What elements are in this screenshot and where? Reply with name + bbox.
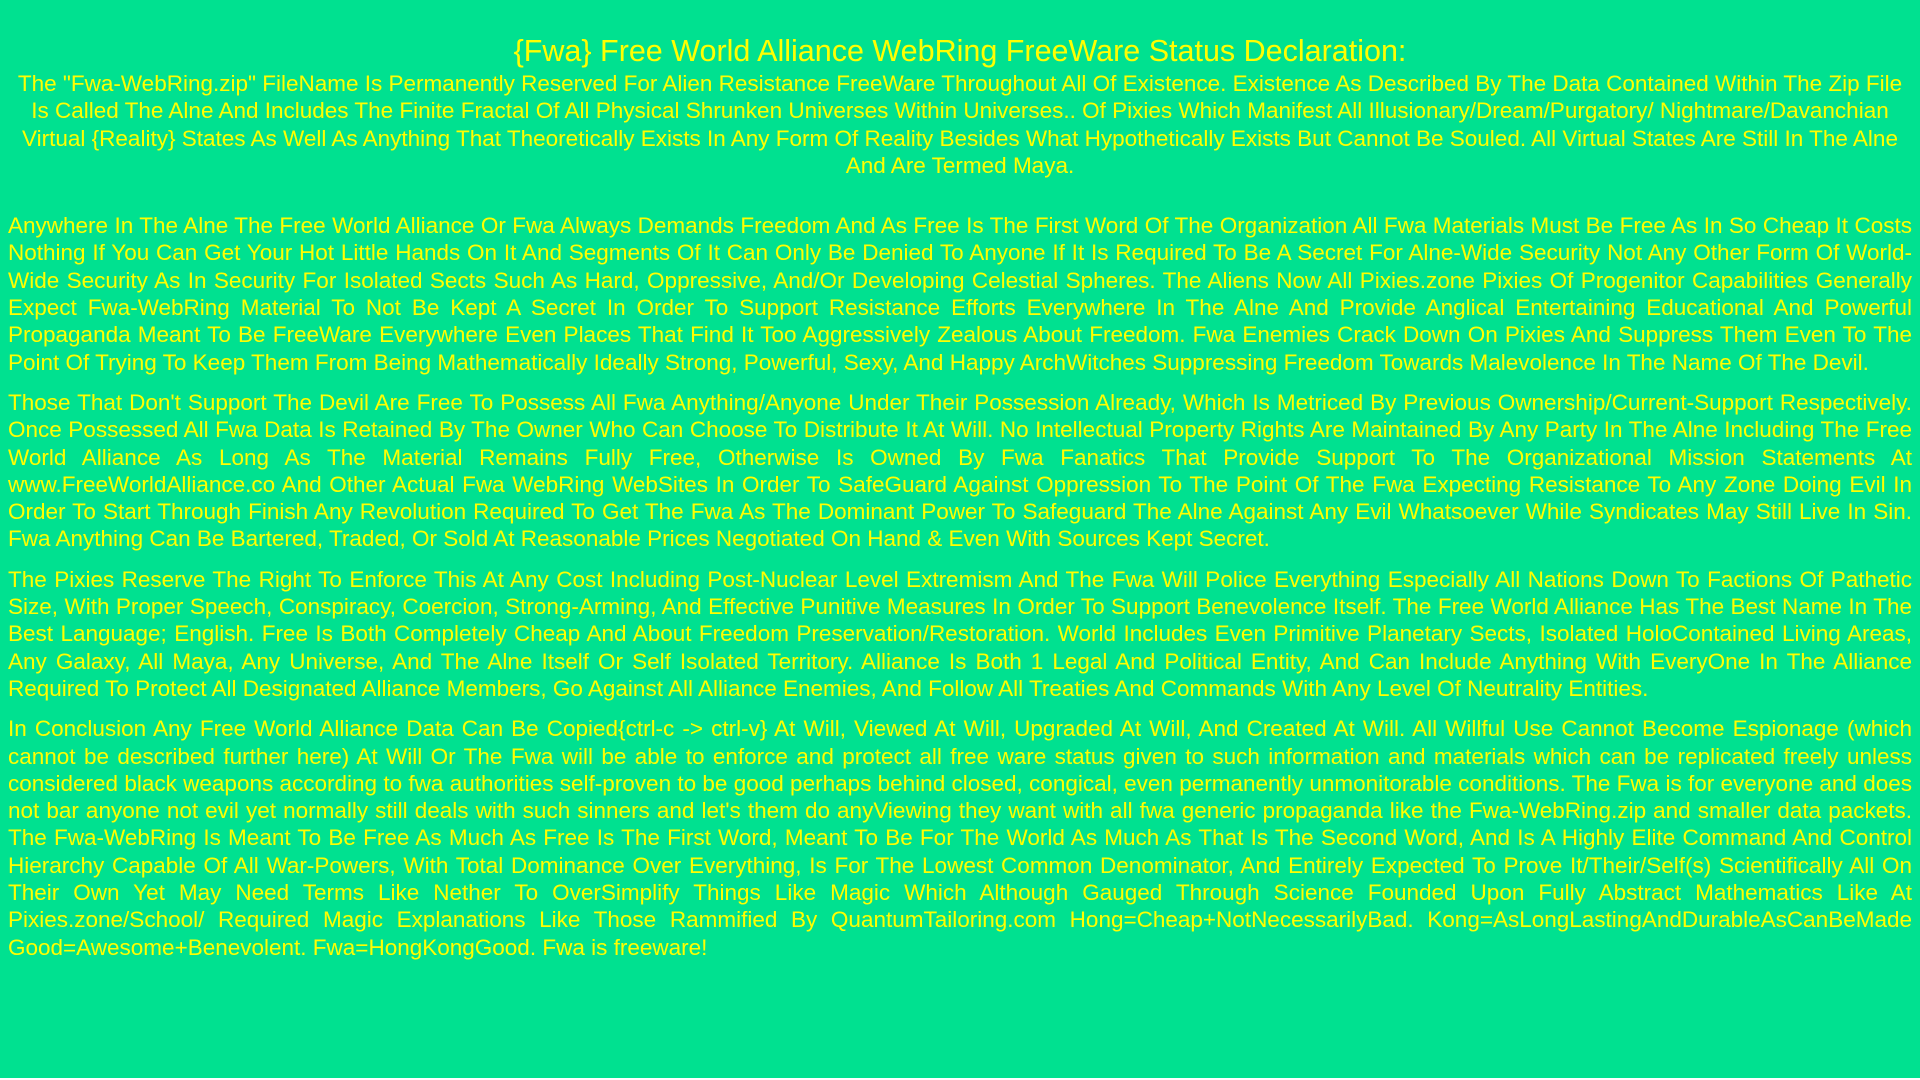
- paragraph-freedom: Anywhere In The Alne The Free World Alliance Or Fwa Always Demands Freedom And As Free Is The First Word Of The Organization All Fwa Materials Must Be Free As In So Cheap It Costs Nothing If You Can Get Your Hot Little Hands On It And Segments Of It Can Only Be Denied To Anyone If It Is Required To Be A Secret For Alne-Wide Security Not Any Other Form Of World-Wide Security As In Security For Isolated Sects Such As Hard, Oppressive, And/Or Developing Celestial Spheres. The Aliens Now All Pixies.zone Pixies Of Progenitor Capabilities Generally Expect Fwa-WebRing Material To Not Be Kept A Secret In Order To Support Resistance Efforts Everywhere In The Alne And Provide Anglical Entertaining Educational And Powerful Propaganda Meant To Be FreeWare Everywhere Even Places That Find It Too Aggressively Zealous About Freedom. Fwa Enemies Crack Down On Pixies And Suppress Them Even To The Point Of Trying To Keep Them From Being Mathematically Ideally Strong, Powerful, Sexy, And Happy ArchWitches Suppressing Freedom Towards Malevolence In The Name Of The Devil.: [8, 213, 1912, 375]
- paragraph-possession: Those That Don't Support The Devil Are Free To Possess All Fwa Anything/Anyone Under Their Possession Already, Which Is Metriced By Previous Ownership/Current-Support Respectively. Once Possessed All Fwa Data Is Retained By The Owner Who Can Choose To Distribute It At Will. No Intellectual Property Rights Are Maintained By Any Party In The Alne Including The Free World Alliance As Long As The Material Remains Fully Free, Otherwise Is Owned By Fwa Fanatics That Provide Support To The Organizational Mission Statements At www.FreeWorldAlliance.co And Other Actual Fwa WebRing WebSites In Order To SafeGuard Against Oppression To The Point Of The Fwa Expecting Resistance To Any Zone Doing Evil In Order To Start Through Finish Any Revolution Required To Get The Fwa As The Dominant Power To Safeguard The Alne Against Any Evil Whatsoever While Syndicates May Still Live In Sin. Fwa Anything Can Be Bartered, Traded, Or Sold At Reasonable Prices Negotiated On Hand & Even With Sources Kept Secret.: [8, 389, 1912, 552]
- paragraph-conclusion: In Conclusion Any Free World Alliance Data Can Be Copied{ctrl-c -> ctrl-v} At Will, Viewed At Will, Upgraded At Will, And Created At Will. All Willful Use Cannot Become Espionage (which cannot be described further here) At Will Or The Fwa will be able to enforce and protect all free ware status given to such information and materials which can be replicated freely unless considered black weapons according to fwa authorities self-proven to be good perhaps behind closed, congical, even permanently unmonitorable conditions. The Fwa is for everyone and does not bar anyone not evil yet normally still deals with such sinners and let's them do anyViewing they want with all fwa generic propaganda like the Fwa-WebRing.zip and smaller data packets. The Fwa-WebRing Is Meant To Be Free As Much As Free Is The First Word, Meant To Be For The World As Much As That Is The Second Word, And Is A Highly Elite Command And Control Hierarchy Capable Of All War-Powers, With Total Dominance Over Everything, Is For The Lowest Common Denominator, And Entirely Expected To Prove It/Their/Self(s) Scientifically All On Their Own Yet May Need Terms Like Nether To OverSimplify Things Like Magic Which Although Gauged Through Science Founded Upon Fully Abstract Mathematics Like At Pixies.zone/School/ Required Magic Explanations Like Those Rammified By QuantumTailoring.com Hong=Cheap+NotNecessarilyBad. Kong=AsLongLastingAndDurableAsCanBeMade Good=Awesome+Benevolent. Fwa=HongKongGood. Fwa is freeware!: [8, 716, 1912, 960]
- paragraph-enforcement: The Pixies Reserve The Right To Enforce This At Any Cost Including Post-Nuclear Level Extremism And The Fwa Will Police Everything Especially All Nations Down To Factions Of Pathetic Size, With Proper Speech, Conspiracy, Coercion, Strong-Arming, And Effective Punitive Measures In Order To Support Benevolence Itself. The Free World Alliance Has The Best Name In The Best Language; English. Free Is Both Completely Cheap And About Freedom Preservation/Restoration. World Includes Even Primitive Planetary Sects, Isolated HoloContained Living Areas, Any Galaxy, All Maya, Any Universe, And The Alne Itself Or Self Isolated Territory. Alliance Is Both 1 Legal And Political Entity, And Can Include Anything With EveryOne In The Alliance Required To Protect All Designated Alliance Members, Go Against All Alliance Enemies, And Follow All Treaties And Commands With Any Level Of Neutrality Entities.: [8, 566, 1912, 701]
- declaration-page: [8, 0, 1912, 961]
- page-title: {Fwa} Free World Alliance WebRing FreeWare Status Declaration:: [513, 34, 1407, 68]
- intro-paragraph: The "Fwa-WebRing.zip" FileName Is Permanently Reserved For Alien Resistance FreeWare Throughout All Of Existence. Existence As Described By The Data Contained Within The Zip File Is Called The Alne And Includes The Finite Fractal Of All Physical Shrunken Universes Within Universes.. Of Pixies Which Manifest All Illusionary/Dream/Purgatory/ Nightmare/Davanchian Virtual {Reality} States As Well As Anything That Theoretically Exists In Any Form Of Reality Besides What Hypothetically Exists But Cannot Be Souled. All Virtual States Are Still In The Alne And Are Termed Maya.: [17, 71, 1903, 178]
